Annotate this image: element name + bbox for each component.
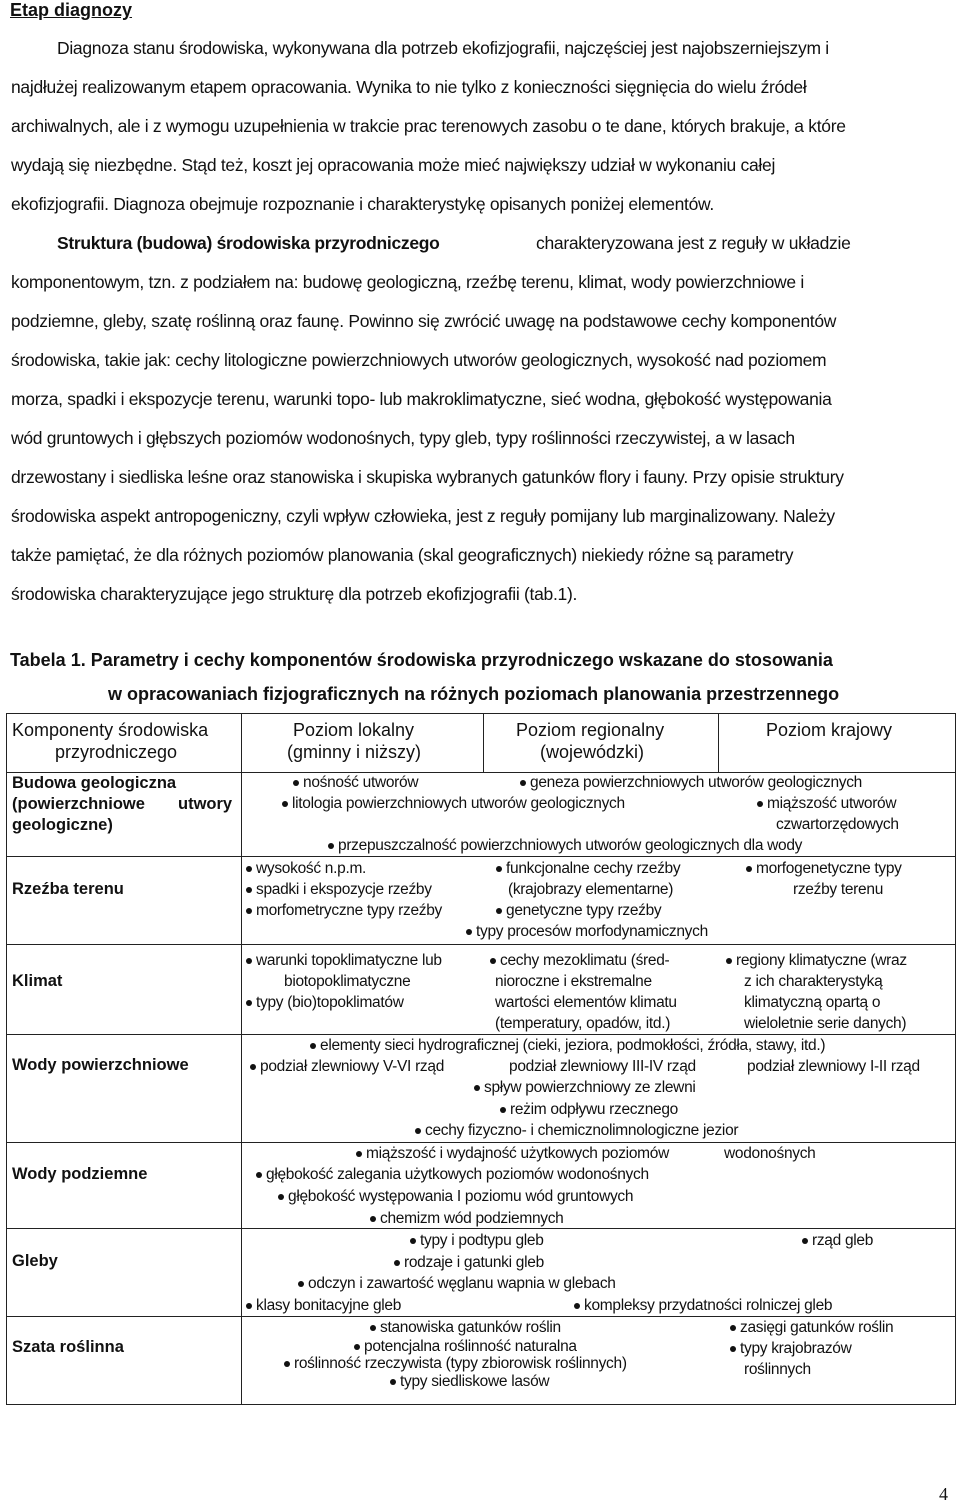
bullet-icon: [284, 1361, 290, 1367]
bullet-icon: [246, 958, 252, 964]
cell-item: rząd gleb: [802, 1232, 873, 1250]
paragraph-line: także pamiętać, że dla różnych poziomów planowania (skal geograficznych) niekiedy różne są parametry: [11, 545, 794, 565]
component-vegetation: Szata roślinna: [12, 1338, 124, 1356]
cell-item: kompleksy przydatności rolniczej gleb: [574, 1297, 832, 1315]
header-national: Poziom krajowy: [766, 720, 893, 740]
cell-item: typy procesów morfodynamicznych: [466, 923, 708, 941]
cell-item-cont: biotopoklimatyczne: [284, 973, 411, 990]
cell-item: warunki topoklimatyczne lub: [246, 952, 442, 970]
cell-item: głębokość występowania I poziomu wód gruntowych: [278, 1188, 633, 1206]
bullet-icon: [310, 1043, 316, 1049]
bullet-icon: [500, 1107, 506, 1113]
header-components-2: przyrodniczego: [55, 742, 178, 762]
bullet-icon: [520, 780, 526, 786]
bold-lead: Struktura (budowa) środowiska przyrodniczego: [57, 233, 440, 253]
paragraph-line: środowiska charakteryzujące jego strukturę dla potrzeb ekofizjografii (tab.1).: [11, 584, 578, 604]
bullet-icon: [757, 801, 763, 807]
bullet-icon: [496, 908, 502, 914]
cell-item: cechy mezoklimatu (śred-: [490, 952, 669, 970]
bullet-icon: [370, 1216, 376, 1222]
paragraph-line: archiwalnych, ale i z wymogu uzupełnienia w trakcie prac terenowych zasobu o te dane, których brakuje, a które: [11, 116, 846, 136]
section-heading: Etap diagnozy: [10, 0, 133, 20]
bullet-icon: [354, 1344, 360, 1350]
cell-item: morfogenetyczne typy: [746, 860, 902, 878]
bullet-icon: [730, 1346, 736, 1352]
header-local-2: (gminny i niższy): [287, 742, 422, 762]
cell-item-cont: (krajobrazy elementarne): [508, 881, 674, 898]
cell-item: klasy bonitacyjne gleb: [246, 1297, 401, 1315]
bullet-icon: [496, 866, 502, 872]
cell-item: potencjalna roślinność naturalna: [354, 1338, 577, 1356]
cell-item-cont: z ich charakterystyką: [744, 973, 883, 990]
bullet-icon: [574, 1303, 580, 1309]
header-local: Poziom lokalny: [293, 720, 415, 740]
component-geology-2b: utwory: [178, 795, 233, 813]
cell-item: genetyczne typy rzeźby: [496, 902, 661, 920]
bullet-icon: [246, 1303, 252, 1309]
cell-item: podział zlewniowy III-IV rząd: [509, 1058, 696, 1075]
bullet-icon: [250, 1064, 256, 1070]
cell-item: przepuszczalność powierzchniowych utworów geologicznych dla wody: [328, 837, 802, 855]
cell-item-cont: rzeźby terenu: [793, 881, 884, 898]
cell-item: zasięgi gatunków roślin: [730, 1319, 893, 1337]
bullet-icon: [246, 887, 252, 893]
cell-item-cont: czwartorzędowych: [776, 816, 899, 833]
paragraph-line: podziemne, gleby, szatę roślinną oraz faunę. Powinno się zwrócić uwagę na podstawowe cechy komponentów: [11, 311, 837, 331]
cell-item: typy i podtypu gleb: [410, 1232, 544, 1250]
bullet-icon: [394, 1260, 400, 1266]
cell-item: miąższość i wydajność użytkowych poziomów: [356, 1145, 669, 1163]
paragraph-line: charakteryzowana jest z reguły w układzie: [536, 233, 851, 253]
page-number: 4: [939, 1484, 948, 1504]
bullet-icon: [293, 780, 299, 786]
cell-item: typy siedliskowe lasów: [390, 1373, 549, 1391]
paragraph-line: wydają się niezbędne. Stąd też, koszt jej opracowania może mieć największy udział w wykonaniu całej: [11, 155, 776, 175]
cell-item: reżim odpływu rzecznego: [500, 1101, 678, 1119]
cell-item-cont: nioroczne i ekstremalne: [495, 973, 652, 990]
cell-item: typy (bio)topoklimatów: [246, 994, 404, 1012]
bullet-icon: [802, 1238, 808, 1244]
component-surface-water: Wody powierzchniowe: [12, 1056, 189, 1074]
table-title-cont: w opracowaniach fizjograficznych na różnych poziomach planowania przestrzennego: [108, 684, 840, 704]
bullet-icon: [415, 1128, 421, 1134]
cell-item: rodzaje i gatunki gleb: [394, 1254, 544, 1272]
paragraph-line: środowiska aspekt antropogeniczny, czyli wpływ człowieka, jest z reguły pomijany lub marginalizowany. Należy: [11, 506, 835, 526]
bullet-icon: [490, 958, 496, 964]
cell-item: spadki i ekspozycje rzeźby: [246, 881, 432, 899]
cell-item: podział zlewniowy V-VI rząd: [250, 1058, 444, 1076]
cell-item-cont: roślinnych: [744, 1361, 811, 1378]
bullet-icon: [328, 843, 334, 849]
paragraph-line: Diagnoza stanu środowiska, wykonywana dla potrzeb ekofizjografii, najczęściej jest najobszerniejszym i: [57, 38, 829, 58]
cell-item-cont: klimatyczną opartą o: [744, 994, 881, 1011]
component-soils: Gleby: [12, 1252, 58, 1270]
component-ground-water: Wody podziemne: [12, 1165, 148, 1183]
bullet-icon: [730, 1325, 736, 1331]
cell-item: cechy fizyczno- i chemicznolimnologiczne jezior: [415, 1122, 738, 1140]
bullet-icon: [474, 1085, 480, 1091]
paragraph-line: środowiska, takie jak: cechy litologiczne powierzchniowych utworów geologicznych, wysokość nad poziomem: [11, 350, 827, 370]
paragraph-line: najdłużej realizowanym etapem opracowania. Wynika to nie tylko z konieczności sięgnięcia do wielu źródeł: [11, 77, 807, 97]
bullet-icon: [278, 1194, 284, 1200]
cell-item: nośność utworów: [293, 774, 418, 792]
cell-item: miąższość utworów: [757, 795, 896, 813]
bullet-icon: [282, 801, 288, 807]
header-regional-2: (wojewódzki): [540, 742, 645, 762]
bullet-icon: [298, 1281, 304, 1287]
component-climate: Klimat: [12, 972, 63, 990]
cell-item: roślinność rzeczywista (typy zbiorowisk roślinnych): [284, 1355, 627, 1373]
bullet-icon: [356, 1151, 362, 1157]
cell-item: odczyn i zawartość węglanu wapnia w glebach: [298, 1275, 616, 1293]
component-geology-2a: (powierzchniowe: [12, 795, 145, 813]
header-regional: Poziom regionalny: [516, 720, 665, 740]
bullet-icon: [246, 908, 252, 914]
bullet-icon: [390, 1379, 396, 1385]
cell-item: funkcjonalne cechy rzeźby: [496, 860, 680, 878]
bullet-icon: [746, 866, 752, 872]
cell-item: regiony klimatyczne (wraz: [726, 952, 907, 970]
header-components: Komponenty środowiska: [12, 720, 209, 740]
cell-item: wysokość n.p.m.: [246, 860, 366, 878]
bullet-icon: [726, 958, 732, 964]
cell-item: podział zlewniowy I-II rząd: [747, 1058, 920, 1075]
cell-item: głębokość zalegania użytkowych poziomów wodonośnych: [256, 1166, 649, 1184]
bullet-icon: [256, 1172, 262, 1178]
paragraph-line: komponentowym, tzn. z podziałem na: budowę geologiczną, rzeźbę terenu, klimat, wody powierzchniowe i: [11, 272, 804, 292]
cell-item: stanowiska gatunków roślin: [370, 1319, 561, 1337]
cell-item: morfometryczne typy rzeźby: [246, 902, 442, 920]
bullet-icon: [370, 1325, 376, 1331]
cell-item-cont: wieloletnie serie danych): [744, 1015, 907, 1032]
cell-item: chemizm wód podziemnych: [370, 1210, 563, 1228]
component-geology-3: geologiczne): [12, 816, 113, 834]
bullet-icon: [466, 929, 472, 935]
paragraph-line: morza, spadki i ekspozycje terenu, warunki topo- lub makroklimatyczne, sieć wodna, głębokość występowania: [11, 389, 832, 409]
paragraph-line: ekofizjografii. Diagnoza obejmuje rozpoznanie i charakterystykę opisanych poniżej elementów.: [11, 194, 714, 214]
cell-item: geneza powierzchniowych utworów geologicznych: [520, 774, 862, 792]
cell-item: litologia powierzchniowych utworów geologicznych: [282, 795, 625, 813]
bullet-icon: [246, 866, 252, 872]
paragraph-line: drzewostany i siedliska leśne oraz stanowiska i skupiska wybranych gatunków flory i fauny. Przy opisie struktury: [11, 467, 844, 487]
table-title: Tabela 1. Parametry i cechy komponentów środowiska przyrodniczego wskazane do stosowania: [10, 650, 833, 670]
bullet-icon: [246, 1000, 252, 1006]
cell-item: typy krajobrazów: [730, 1340, 852, 1358]
component-relief: Rzeźba terenu: [12, 880, 124, 898]
cell-item: elementy sieci hydrograficznej (cieki, jeziora, podmokłości, źródła, stawy, itd.): [310, 1037, 825, 1055]
cell-item-cont: (temperatury, opadów, itd.): [495, 1015, 671, 1032]
bullet-icon: [410, 1238, 416, 1244]
cell-item-cont: wodonośnych: [724, 1145, 816, 1162]
component-geology: Budowa geologiczna: [12, 774, 177, 792]
paragraph-line: wód gruntowych i głębszych poziomów wodonośnych, typy gleb, typy roślinności rzeczywistej, a w lasach: [11, 428, 795, 448]
cell-item: spływ powierzchniowy ze zlewni: [474, 1079, 696, 1097]
cell-item-cont: wartości elementów klimatu: [495, 994, 677, 1011]
